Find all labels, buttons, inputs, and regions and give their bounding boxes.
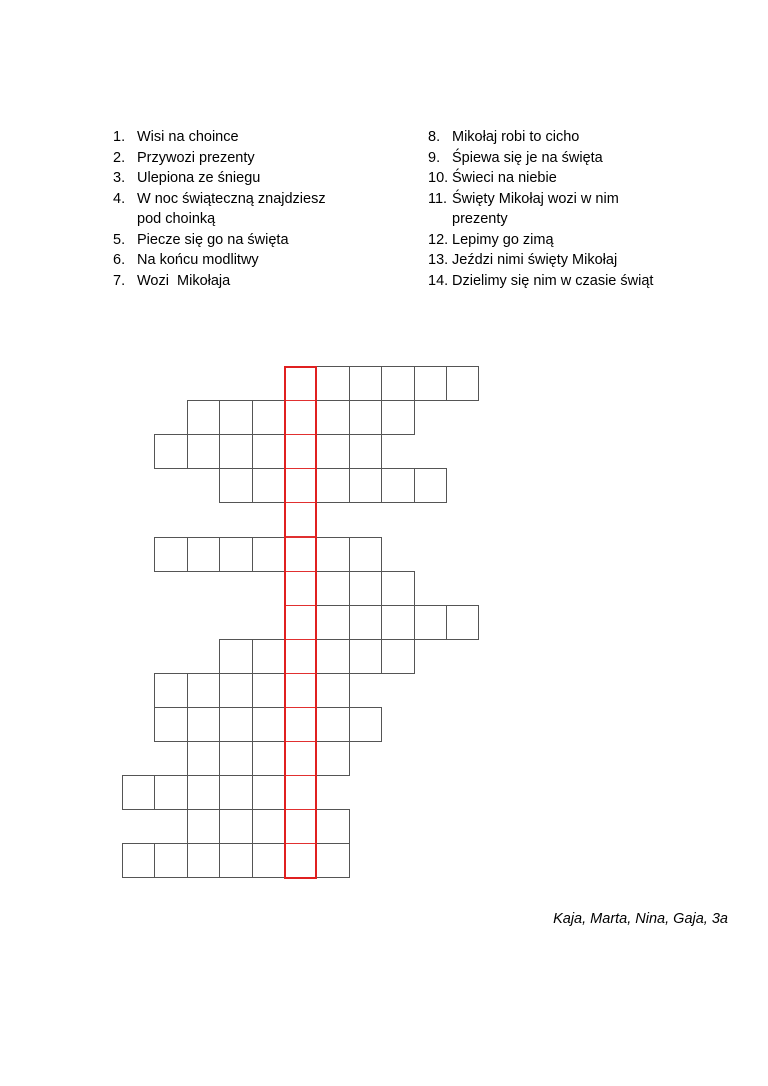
crossword-cell[interactable] — [349, 366, 382, 401]
crossword-key-cell[interactable] — [284, 571, 317, 606]
clue-10 — [428, 168, 653, 189]
crossword-cell[interactable] — [349, 434, 382, 469]
clue-text: Przywozi prezenty — [137, 149, 255, 166]
crossword-cell[interactable] — [219, 673, 252, 708]
clue-number: 3. — [113, 170, 126, 186]
clue-text: Wisi na choince — [137, 129, 239, 145]
crossword-cell[interactable] — [187, 673, 220, 708]
clue-number: 5. — [113, 231, 126, 248]
crossword-cell[interactable] — [381, 639, 414, 674]
clue-11 — [428, 189, 653, 210]
crossword-key-cell[interactable] — [284, 605, 317, 640]
clue-8 — [428, 127, 653, 148]
crossword-cell[interactable] — [252, 707, 285, 742]
crossword-cell[interactable] — [154, 707, 187, 742]
crossword-cell[interactable] — [381, 400, 414, 435]
clue-12 — [428, 230, 653, 251]
clue-number: 9. — [428, 149, 441, 166]
crossword-cell[interactable] — [316, 673, 349, 708]
crossword-cell[interactable] — [187, 741, 220, 776]
crossword-cell[interactable] — [316, 366, 349, 401]
clue-text: prezenty — [452, 211, 508, 227]
clue-text: Lepimy go zimą — [452, 231, 554, 248]
crossword-cell[interactable] — [187, 809, 220, 844]
clue-number: 8. — [428, 129, 441, 145]
clue-text: Mikołaj robi to cicho — [452, 129, 580, 145]
clue-text: Piecze się go na święta — [137, 231, 289, 248]
clue-text: Wozi Mikołaja — [137, 272, 231, 289]
crossword-key-cell[interactable] — [284, 741, 317, 776]
crossword-cell[interactable] — [446, 366, 479, 401]
clue-14 — [428, 271, 653, 292]
crossword-cell[interactable] — [316, 809, 349, 844]
crossword-cell[interactable] — [316, 537, 349, 572]
crossword-cell[interactable] — [154, 843, 187, 878]
crossword-cell[interactable] — [154, 775, 187, 810]
crossword-cell[interactable] — [252, 468, 285, 503]
crossword-cell[interactable] — [381, 468, 414, 503]
crossword-cell[interactable] — [316, 605, 349, 640]
crossword-cell[interactable] — [252, 400, 285, 435]
crossword-cell[interactable] — [187, 843, 220, 878]
crossword-cell[interactable] — [219, 400, 252, 435]
clue-number: 6. — [113, 252, 126, 268]
crossword-key-cell[interactable] — [284, 673, 317, 708]
clue-11-continuation — [428, 209, 653, 230]
crossword-cell[interactable] — [316, 400, 349, 435]
crossword-cell[interactable] — [154, 537, 187, 572]
clue-number: 1. — [113, 129, 126, 145]
crossword-cell[interactable] — [316, 741, 349, 776]
crossword-cell[interactable] — [252, 537, 285, 572]
clue-4-continuation — [113, 209, 326, 230]
clue-number: 4. — [113, 190, 126, 207]
crossword-key-cell[interactable] — [284, 809, 317, 844]
crossword-key-cell[interactable] — [284, 537, 317, 572]
clue-number: 11. — [428, 190, 448, 207]
crossword-key-cell[interactable] — [284, 468, 317, 503]
crossword-cell[interactable] — [154, 434, 187, 469]
crossword-cell[interactable] — [381, 366, 414, 401]
clue-number: 13. — [428, 252, 449, 268]
crossword-cell[interactable] — [252, 809, 285, 844]
clue-number: 10. — [428, 170, 449, 186]
crossword-key-cell[interactable] — [284, 400, 317, 435]
crossword-key-cell[interactable] — [284, 366, 317, 401]
clue-text: Na końcu modlitwy — [137, 252, 259, 268]
clue-6 — [113, 250, 326, 271]
crossword-cell[interactable] — [349, 537, 382, 572]
crossword-cell[interactable] — [187, 400, 220, 435]
crossword-cell[interactable] — [414, 468, 447, 503]
clue-5 — [113, 230, 326, 251]
crossword-cell[interactable] — [252, 639, 285, 674]
clue-13 — [428, 250, 653, 271]
crossword-key-cell[interactable] — [284, 707, 317, 742]
crossword-cell[interactable] — [187, 775, 220, 810]
crossword-cell[interactable] — [252, 673, 285, 708]
clue-text: Jeździ nimi święty Mikołaj — [452, 252, 618, 268]
crossword-cell[interactable] — [154, 673, 187, 708]
clue-9 — [428, 148, 653, 169]
clue-list-right — [428, 127, 653, 291]
crossword-cell[interactable] — [349, 605, 382, 640]
crossword-cell[interactable] — [316, 468, 349, 503]
clue-number: 7. — [113, 272, 126, 289]
clue-text: Święty Mikołaj wozi w nim — [452, 190, 619, 207]
crossword-cell[interactable] — [252, 741, 285, 776]
clue-3 — [113, 168, 326, 189]
crossword-cell[interactable] — [219, 537, 252, 572]
clue-text: Ulepiona ze śniegu — [137, 170, 261, 186]
crossword-cell[interactable] — [122, 843, 155, 878]
crossword-cell[interactable] — [252, 843, 285, 878]
clue-2 — [113, 148, 326, 169]
crossword-cell[interactable] — [349, 707, 382, 742]
crossword-key-cell[interactable] — [284, 775, 317, 810]
clue-number: 2. — [113, 149, 126, 166]
clue-list-left — [113, 127, 326, 291]
crossword-cell[interactable] — [381, 605, 414, 640]
clue-text: Śpiewa się je na święta — [452, 149, 603, 166]
crossword-cell[interactable] — [381, 571, 414, 606]
clue-text: W noc świąteczną znajdziesz — [137, 190, 326, 207]
crossword-key-cell[interactable] — [284, 639, 317, 674]
crossword-cell[interactable] — [187, 434, 220, 469]
crossword-cell[interactable] — [316, 571, 349, 606]
crossword-cell[interactable] — [414, 605, 447, 640]
crossword-cell[interactable] — [349, 400, 382, 435]
crossword-key-cell[interactable] — [284, 434, 317, 469]
crossword-cell[interactable] — [316, 843, 349, 878]
crossword-cell[interactable] — [349, 468, 382, 503]
crossword-cell[interactable] — [219, 775, 252, 810]
crossword-cell[interactable] — [219, 434, 252, 469]
clue-4 — [113, 189, 326, 210]
clue-number: 12. — [428, 231, 449, 248]
crossword-cell[interactable] — [414, 366, 447, 401]
clue-text: pod choinką — [137, 211, 216, 227]
clue-7 — [113, 271, 326, 292]
crossword-cell[interactable] — [187, 707, 220, 742]
crossword-cell[interactable] — [316, 707, 349, 742]
crossword-cell[interactable] — [446, 605, 479, 640]
crossword-cell[interactable] — [349, 571, 382, 606]
crossword-cell[interactable] — [219, 639, 252, 674]
crossword-cell[interactable] — [219, 741, 252, 776]
clue-text: Świeci na niebie — [452, 170, 557, 186]
crossword-cell[interactable] — [349, 639, 382, 674]
crossword-cell[interactable] — [187, 537, 220, 572]
crossword-key-cell[interactable] — [284, 843, 317, 878]
crossword-cell[interactable] — [122, 775, 155, 810]
crossword-cell[interactable] — [219, 707, 252, 742]
crossword-key-cell[interactable] — [284, 502, 317, 537]
crossword-cell[interactable] — [219, 843, 252, 878]
crossword-cell[interactable] — [252, 434, 285, 469]
crossword-cell[interactable] — [252, 775, 285, 810]
crossword-cell[interactable] — [219, 468, 252, 503]
authors-signature: Kaja, Marta, Nina, Gaja, 3a — [553, 911, 728, 927]
clue-text: Dzielimy się nim w czasie świąt — [452, 272, 654, 289]
clue-number: 14. — [428, 272, 449, 289]
crossword-cell[interactable] — [316, 434, 349, 469]
crossword-cell[interactable] — [316, 639, 349, 674]
crossword-cell[interactable] — [219, 809, 252, 844]
clue-1 — [113, 127, 326, 148]
